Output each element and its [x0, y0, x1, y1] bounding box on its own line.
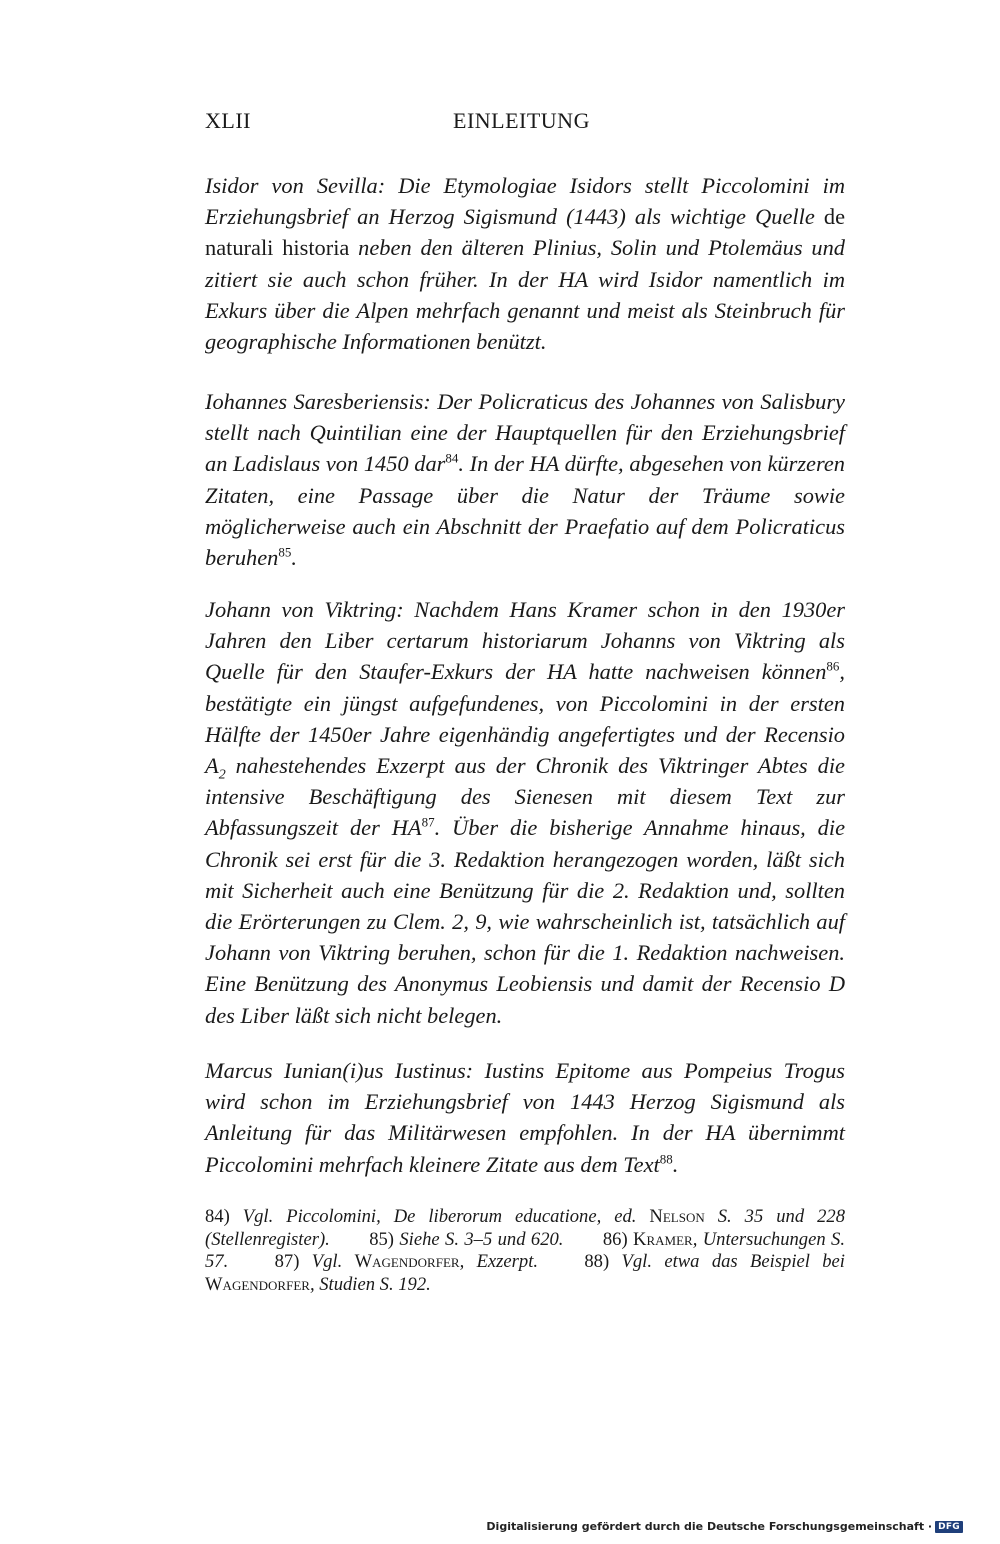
page-number: XLII: [205, 108, 251, 133]
footnote-text: , Exzerpt.: [459, 1251, 539, 1272]
text-run: Iohannes Saresberiensis: Der Policraticus des Johannes von Salisbury stellt nach Quintilian eine der Hauptquellen für den Erziehungsbrief an Ladislaus von 1450 dar: [205, 389, 845, 477]
text-run: , bestätigte ein jüngst aufgefundenes, von Piccolomini in der ersten Hälfte der 1450er Jahre eigenhändig angefertigtes und der Recensio A: [205, 659, 845, 779]
subscript: 2: [218, 767, 226, 783]
paragraph-isidor: [205, 170, 845, 357]
footnote-text: S. 35 und 228 (Stellenregister).: [205, 1206, 845, 1250]
text-run: . Über die bisherige Annahme hinaus, die Chronik sei erst für die 3. Redaktion herangezogen worden, läßt sich mit Sicherheit auch eine Benützung für die 2. Redaktion und, sollten die Erörterungen zu Clem. 2, 9, wie wahrscheinlich ist, tatsächlich auf Johann von Viktring beruhen, schon für die 1. Redaktion nachweisen. Eine Benützung des Anonymus Leobiensis und damit der Recensio D des Liber läßt sich nicht belegen.: [205, 815, 846, 1028]
footnote-text: , Studien S. 192.: [309, 1273, 431, 1295]
footnote-number: 84): [205, 1206, 230, 1227]
footnote-text: , Untersuchungen S. 57.: [205, 1228, 845, 1272]
footnote-ref[interactable]: 84: [445, 450, 459, 466]
footnote-number: 86): [602, 1228, 628, 1250]
digitization-credit: [486, 1520, 963, 1533]
footnote-ref[interactable]: 88: [659, 1151, 673, 1167]
author-name: Kramer: [633, 1228, 693, 1250]
text-run: Marcus Iunian(i)us Iustinus: Iustins Epitome aus Pompeius Trogus wird schon im Erziehungsbrief von 1443 Herzog Sigismund als Anleitung für das Militärwesen empfohlen. In der HA übernimmt Piccolomini mehrfach kleinere Zitate aus dem Text: [205, 1058, 845, 1177]
text-run: neben den älteren Plinius, Solin und Ptolemäus und zitiert sie auch schon früher. In der HA wird Isidor namentlich im Exkurs über die Alpen mehrfach genannt und meist als Steinbruch für geographische Informationen benützt.: [205, 235, 845, 355]
paragraph-marcus: [205, 1055, 845, 1180]
author-name: Nelson: [649, 1206, 705, 1227]
author-name: Wagendorfer: [354, 1251, 460, 1272]
footnotes: [205, 1206, 845, 1296]
text-run: . In der HA dürfte, abgesehen von kürzeren Zitaten, eine Passage über die Natur der Träume sowie möglicherweise auch ein Abschnitt der Praefatio auf dem Policraticus beruhen: [205, 451, 845, 571]
page-header: [205, 108, 845, 138]
credit-text: Digitalisierung gefördert durch die Deutsche Forschungsgemeinschaft ·: [486, 1520, 933, 1533]
footnote-number: 85): [369, 1228, 394, 1250]
footnote-number: 88): [584, 1251, 610, 1272]
footnote-number: 87): [274, 1251, 300, 1272]
footnote-ref[interactable]: 86: [826, 658, 840, 674]
text-run: Isidor von Sevilla: Die Etymologiae Isidors stellt Piccolomini im Erziehungsbrief an Herzog Sigismund (1443) als wichtige Quelle: [205, 173, 845, 230]
footnote-text: Vgl. etwa das Beispiel bei: [621, 1251, 845, 1272]
footnote-text: Siehe S. 3–5 und 620.: [399, 1228, 564, 1250]
text-run: nahestehendes Exzerpt aus der Chronik des Viktringer Abtes die intensive Beschäftigung des Sienesen mit diesem Text zur Abfassungszeit der HA: [205, 753, 845, 841]
running-title: EINLEITUNG: [453, 108, 590, 133]
footnote-ref[interactable]: 87: [421, 814, 435, 830]
paragraph-johann: [205, 594, 845, 1031]
text-run-roman: de naturali historia: [205, 204, 846, 261]
dfg-logo[interactable]: DFG: [935, 1521, 963, 1533]
footnote-ref[interactable]: 85: [278, 544, 292, 560]
text-run: .: [672, 1151, 679, 1177]
author-name: Wagendorfer: [205, 1273, 310, 1295]
paragraph-iohannes: [205, 386, 845, 573]
footnote-text: Vgl. Piccolomini, De liberorum educatione, ed.: [242, 1206, 637, 1227]
text-run: Johann von Viktring: Nachdem Hans Kramer schon in den 1930er Jahren den Liber certarum historiarum Johanns von Viktring als Quelle für den Staufer-Exkurs der HA hatte nachweisen können: [205, 597, 845, 685]
footnote-text: Vgl.: [311, 1251, 343, 1272]
text-run: .: [291, 545, 297, 571]
